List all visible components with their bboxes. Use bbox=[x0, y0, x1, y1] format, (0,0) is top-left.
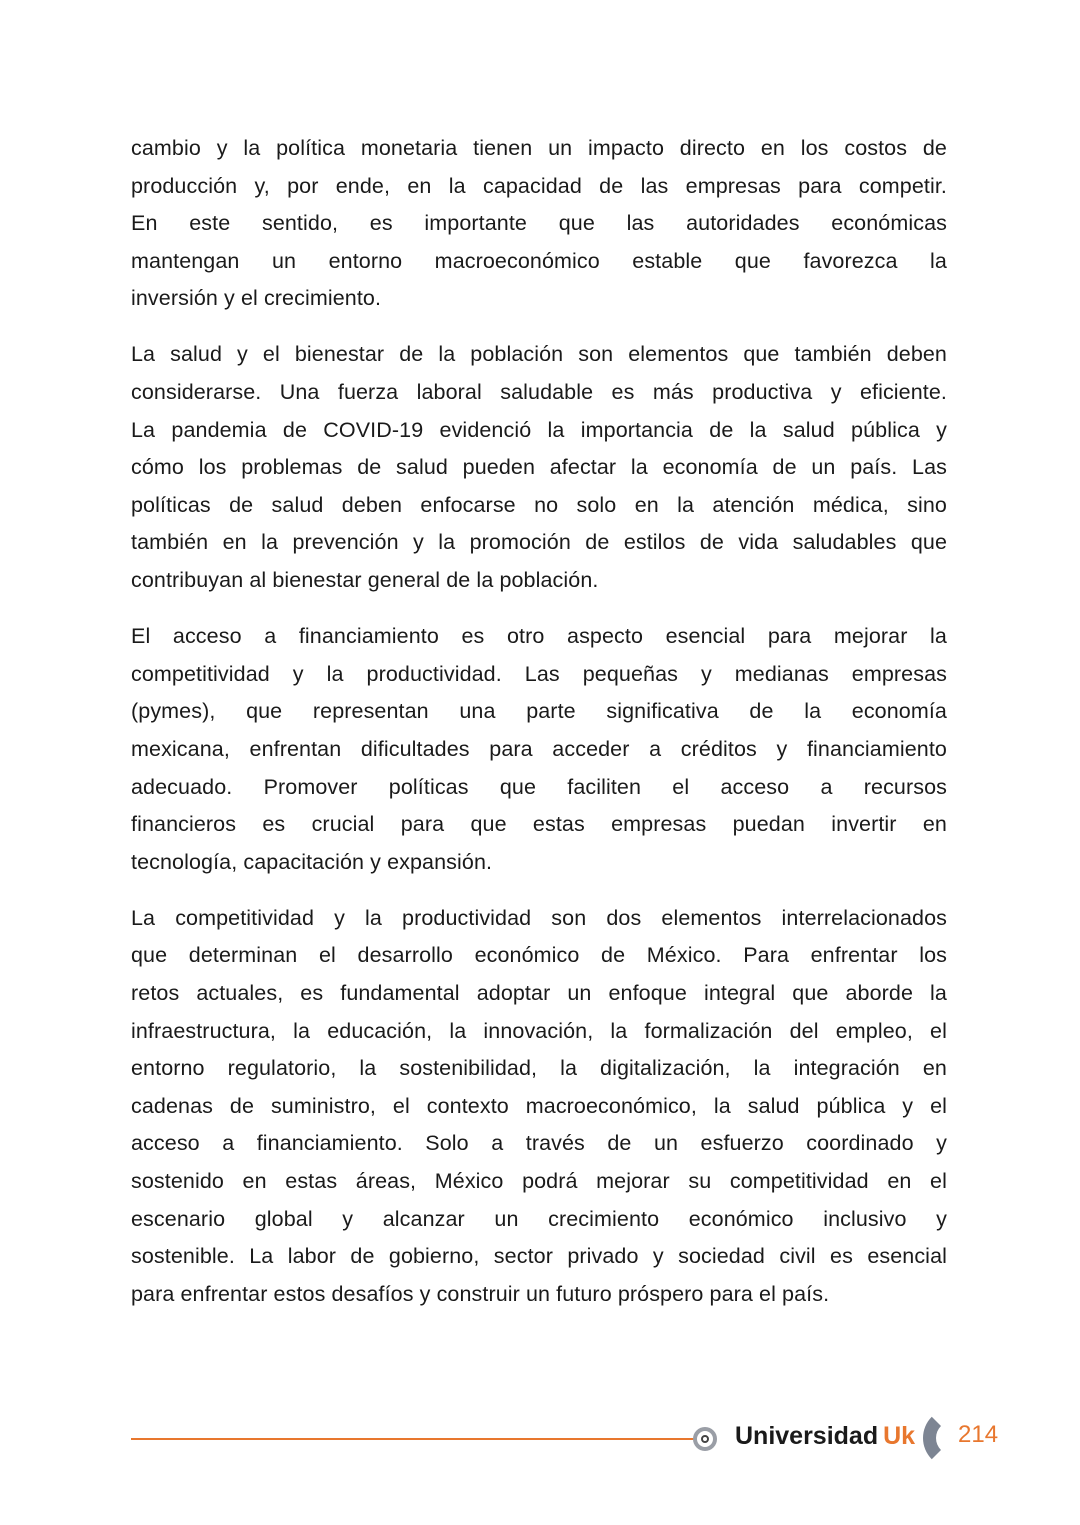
text-line: entorno regulatorio, la sostenibilidad, la digitalización, la integración en bbox=[131, 1056, 947, 1081]
brand-suffix: Uk bbox=[883, 1422, 916, 1450]
text-line: retos actuales, es fundamental adoptar un enfoque integral que aborde la bbox=[131, 980, 947, 1005]
text-line: producción y, por ende, en la capacidad de las empresas para competir. bbox=[131, 173, 947, 198]
footer-brand bbox=[735, 1422, 915, 1451]
text-line: La pandemia de COVID-19 evidenció la importancia de la salud pública y bbox=[131, 417, 947, 442]
text-line: El acceso a financiamiento es otro aspecto esencial para mejorar la bbox=[131, 624, 947, 649]
text-line: infraestructura, la educación, la innovación, la formalización del empleo, el bbox=[131, 1018, 947, 1043]
brand-name: Universidad bbox=[735, 1422, 879, 1450]
text-line: (pymes), que representan una parte significativa de la economía bbox=[131, 699, 947, 724]
text-line: considerarse. Una fuerza laboral saludable es más productiva y eficiente. bbox=[131, 380, 947, 405]
text-line: también en la prevención y la promoción de estilos de vida saludables que bbox=[131, 530, 947, 555]
text-line: para enfrentar estos desafíos y construir un futuro próspero para el país. bbox=[131, 1281, 830, 1306]
page-body bbox=[131, 130, 947, 1332]
text-line: cómo los problemas de salud pueden afectar la economía de un país. Las bbox=[131, 455, 947, 480]
text-line: sostenido en estas áreas, México podrá mejorar su competitividad en el bbox=[131, 1168, 947, 1193]
footer-circle-icon bbox=[693, 1427, 717, 1451]
text-line: que determinan el desarrollo económico de México. Para enfrentar los bbox=[131, 943, 947, 968]
text-line: mexicana, enfrentan dificultades para acceder a créditos y financiamiento bbox=[131, 736, 947, 761]
text-line: escenario global y alcanzar un crecimiento económico inclusivo y bbox=[131, 1206, 947, 1231]
text-line: competitividad y la productividad. Las pequeñas y medianas empresas bbox=[131, 661, 947, 686]
text-line: La competitividad y la productividad son dos elementos interrelacionados bbox=[131, 905, 947, 930]
text-line: políticas de salud deben enfocarse no solo en la atención médica, sino bbox=[131, 492, 947, 517]
text-line: adecuado. Promover políticas que faciliten el acceso a recursos bbox=[131, 774, 947, 799]
text-line: inversión y el crecimiento. bbox=[131, 286, 382, 311]
paragraph bbox=[131, 336, 947, 599]
paragraph bbox=[131, 130, 947, 318]
text-line: cambio y la política monetaria tienen un impacto directo en los costos de bbox=[131, 136, 947, 160]
text-line: sostenible. La labor de gobierno, sector privado y sociedad civil es esencial bbox=[131, 1244, 947, 1269]
text-line: contribuyan al bienestar general de la población. bbox=[131, 568, 599, 593]
text-line: La salud y el bienestar de la población son elementos que también deben bbox=[131, 342, 947, 367]
paragraph bbox=[131, 900, 947, 1314]
text-line: tecnología, capacitación y expansión. bbox=[131, 849, 493, 874]
text-line: cadenas de suministro, el contexto macroeconómico, la salud pública y el bbox=[131, 1093, 947, 1118]
text-line: acceso a financiamiento. Solo a través de un esfuerzo coordinado y bbox=[131, 1131, 947, 1156]
page-number: 214 bbox=[958, 1421, 999, 1448]
text-line: financieros es crucial para que estas empresas puedan invertir en bbox=[131, 812, 947, 837]
text-line: En este sentido, es importante que las autoridades económicas bbox=[131, 211, 947, 236]
footer-divider bbox=[131, 1438, 696, 1440]
text-line: mantengan un entorno macroeconómico estable que favorezca la bbox=[131, 248, 947, 273]
paragraph bbox=[131, 618, 947, 881]
